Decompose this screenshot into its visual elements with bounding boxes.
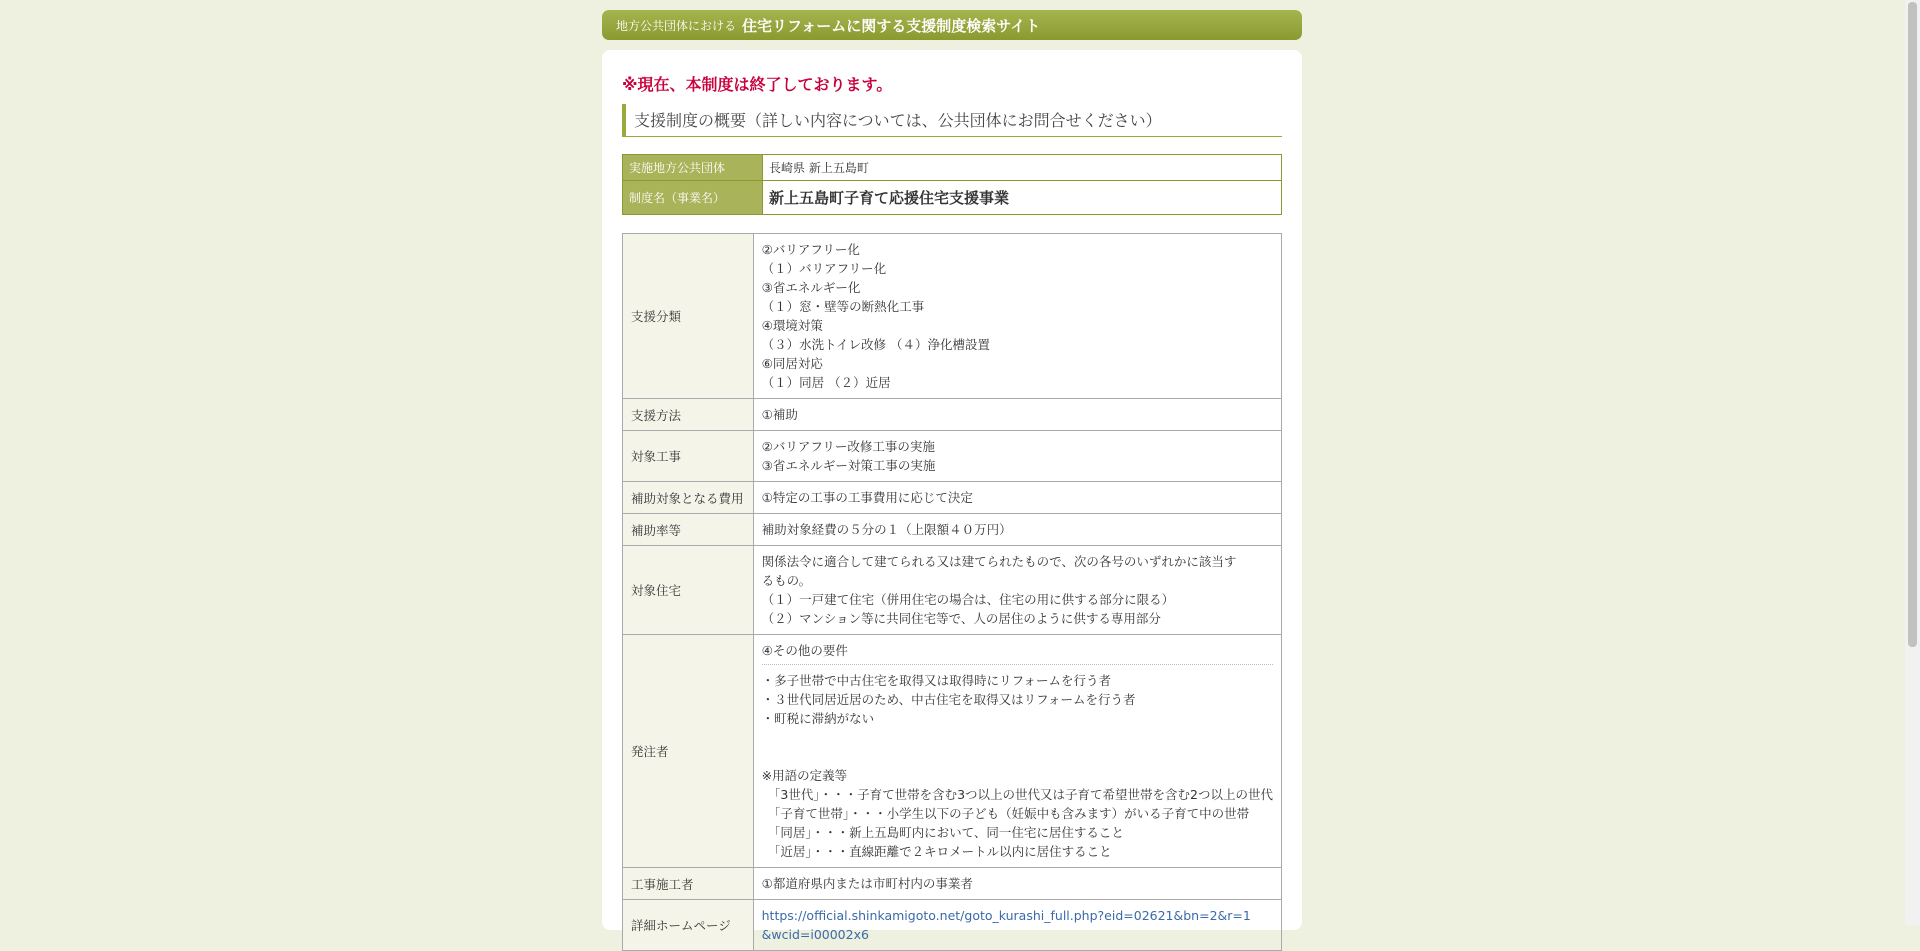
homepage-link[interactable] bbox=[762, 906, 1273, 944]
scrollbar[interactable] bbox=[1905, 0, 1920, 925]
row-label: 詳細ホームページ bbox=[623, 900, 754, 951]
table-row bbox=[623, 900, 1282, 951]
section-title: 支援制度の概要（詳しい内容については、公共団体にお問合せください） bbox=[622, 104, 1282, 137]
requirements-heading: ④その他の要件 bbox=[762, 641, 1273, 665]
row-label: 支援方法 bbox=[623, 399, 754, 431]
value-line bbox=[762, 747, 1273, 766]
value-line: ③省エネルギー対策工事の実施 bbox=[761, 458, 936, 473]
site-header-prefix: 地方公共団体における bbox=[616, 18, 737, 33]
value-line: 補助対象経費の５分の１（上限額４０万円） bbox=[761, 522, 1012, 537]
table-row bbox=[623, 868, 1282, 900]
table-row bbox=[623, 431, 1282, 482]
row-value bbox=[753, 482, 1281, 514]
row-label: 発注者 bbox=[623, 635, 754, 868]
value-line: ②バリアフリー化 bbox=[761, 242, 860, 257]
value-line: ①特定の工事の工事費用に応じて決定 bbox=[761, 490, 973, 505]
value-line: 「子育て世帯」・・・小学生以下の子ども（妊娠中も含みます）がいる子育て中の世帯 bbox=[761, 806, 1250, 821]
row-value bbox=[753, 635, 1281, 868]
row-label: 対象工事 bbox=[623, 431, 754, 482]
row-label: 補助対象となる費用 bbox=[623, 482, 754, 514]
row-label: 対象住宅 bbox=[623, 546, 754, 635]
row-label: 制度名（事業名） bbox=[623, 181, 763, 215]
row-value bbox=[753, 399, 1281, 431]
scrollbar-thumb[interactable] bbox=[1908, 2, 1917, 647]
row-label: 実施地方公共団体 bbox=[623, 155, 763, 181]
table-row bbox=[623, 514, 1282, 546]
row-value bbox=[753, 900, 1281, 951]
site-header bbox=[602, 10, 1302, 40]
value-line: ・多子世帯で中古住宅を取得又は取得時にリフォームを行う者 bbox=[761, 673, 1112, 688]
link-line[interactable]: https://official.shinkamigoto.net/goto_kurashi_full.php?eid=02621&bn=2&r=1 bbox=[761, 908, 1251, 923]
site-title[interactable]: 住宅リフォームに関する支援制度検索サイト bbox=[742, 16, 1041, 35]
table-row bbox=[623, 234, 1282, 399]
row-label: 補助率等 bbox=[623, 514, 754, 546]
value-line: ※用語の定義等 bbox=[761, 768, 848, 783]
table-row bbox=[623, 155, 1282, 181]
summary-table bbox=[622, 154, 1282, 215]
value-line: （１）一戸建て住宅（併用住宅の場合は、住宅の用に供する部分に限る） bbox=[761, 592, 1175, 607]
ended-notice: ※現在、本制度は終了しております。 bbox=[622, 75, 893, 94]
table-row bbox=[623, 399, 1282, 431]
value-line: ②バリアフリー改修工事の実施 bbox=[761, 439, 935, 454]
value-line: ④環境対策 bbox=[761, 318, 823, 333]
value-line: 「近居」・・・直線距離で２キロメートル以内に居住すること bbox=[761, 844, 1112, 859]
row-value bbox=[753, 514, 1281, 546]
table-row bbox=[623, 482, 1282, 514]
value-line: ・町税に滞納がない bbox=[761, 711, 875, 726]
row-value bbox=[753, 431, 1281, 482]
value-line: （１）バリアフリー化 bbox=[761, 261, 887, 276]
value-line: ⑥同居対応 bbox=[761, 356, 823, 371]
row-value: ①都道府県内または市町村内の事業者 bbox=[753, 868, 1281, 900]
row-label: 支援分類 bbox=[623, 234, 754, 399]
row-value bbox=[753, 234, 1281, 399]
value-line: （２）マンション等に共同住宅等で、人の居住のように供する専用部分 bbox=[761, 611, 1161, 626]
value-line: 「3世代」・・・子育て世帯を含む3つ以上の世代又は子育て希望世帯を含む2つ以上の世代 bbox=[761, 787, 1273, 802]
value-line: るもの。 bbox=[761, 573, 812, 588]
program-name: 新上五島町子育て応援住宅支援事業 bbox=[763, 181, 1282, 215]
value-line: ③省エネルギー化 bbox=[761, 280, 861, 295]
table-row bbox=[623, 635, 1282, 868]
page-container bbox=[602, 10, 1302, 942]
table-row bbox=[623, 181, 1282, 215]
value-line: ①補助 bbox=[761, 407, 798, 422]
value-line: ・３世代同居近居のため、中古住宅を取得又はリフォームを行う者 bbox=[761, 692, 1136, 707]
details-table bbox=[622, 233, 1282, 951]
row-value bbox=[753, 546, 1281, 635]
value-line: 「同居」・・・新上五島町内において、同一住宅に居住すること bbox=[761, 825, 1124, 840]
value-line bbox=[762, 728, 1273, 747]
table-row bbox=[623, 546, 1282, 635]
value-line: （３）水洗トイレ改修 （４）浄化槽設置 bbox=[761, 337, 990, 352]
row-value: 長崎県 新上五島町 bbox=[763, 155, 1282, 181]
value-line: （１）同居 （２）近居 bbox=[761, 375, 891, 390]
value-line: （１）窓・壁等の断熱化工事 bbox=[761, 299, 925, 314]
value-line: 関係法令に適合して建てられる又は建てられたもので、次の各号のいずれかに該当す bbox=[761, 554, 1237, 569]
link-line[interactable]: &wcid=i00002x6 bbox=[761, 927, 869, 942]
content-card bbox=[602, 50, 1302, 942]
row-label: 工事施工者 bbox=[623, 868, 754, 900]
